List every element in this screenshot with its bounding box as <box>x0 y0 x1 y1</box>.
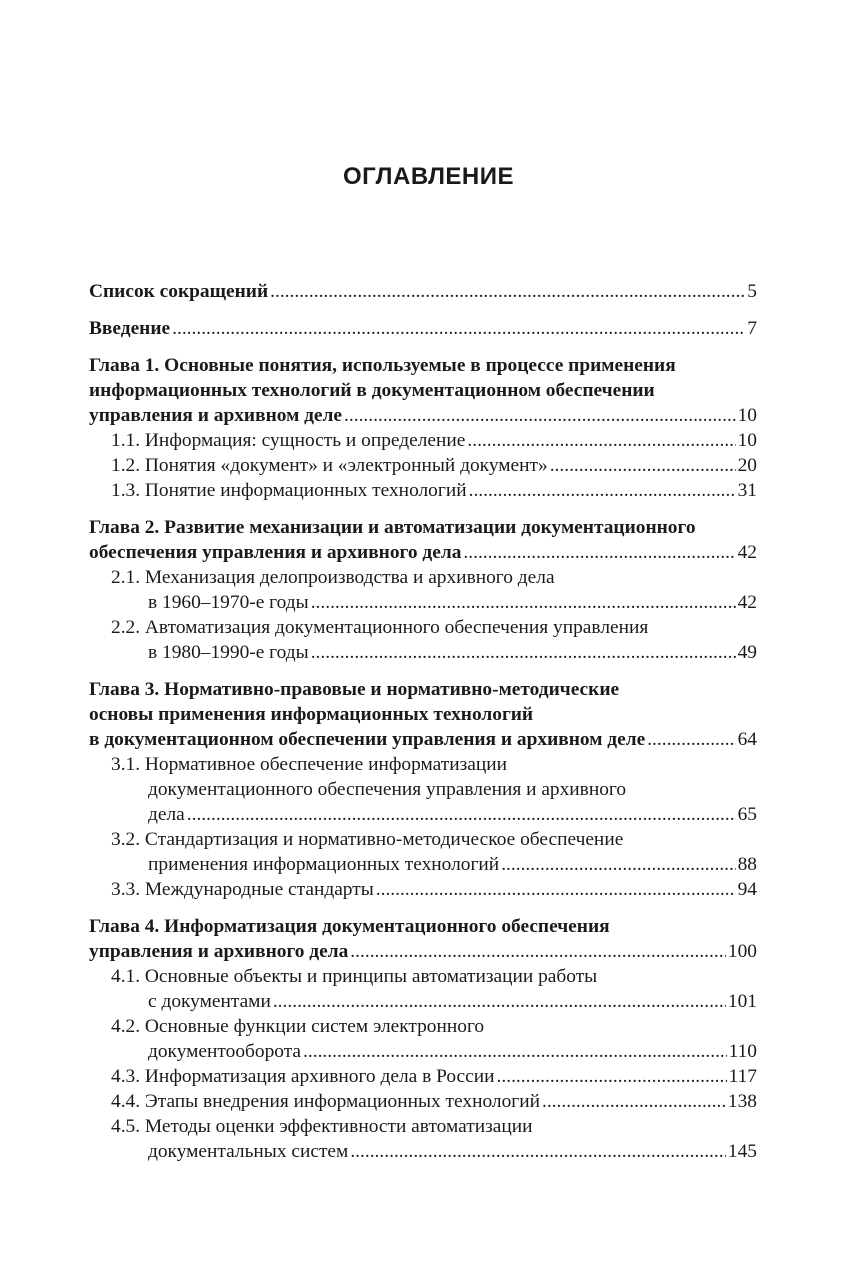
toc-line-text: 4.5. Методы оценки эффективности автоматизации <box>111 1116 533 1137</box>
toc-section-entry[interactable] <box>89 964 757 1014</box>
dot-leader <box>350 939 726 964</box>
toc-line-text: управления и архивном деле <box>89 405 343 426</box>
toc-line-text: с документами <box>148 991 271 1012</box>
page-number: 42 <box>737 542 757 563</box>
toc-line-text: 4.1. Основные объекты и принципы автоматизации работы <box>111 966 598 987</box>
page-title: ОГЛАВЛЕНИЕ <box>342 163 515 190</box>
dot-leader <box>303 1039 727 1064</box>
page-number: 20 <box>737 455 757 476</box>
toc-line-text: 1.3. Понятие информационных технологий <box>111 480 467 501</box>
toc-line-text: документационного обеспечения управления и архивного <box>148 779 627 800</box>
dot-leader <box>270 279 745 304</box>
page-number: 101 <box>727 991 757 1012</box>
page-number: 110 <box>728 1041 757 1062</box>
toc-line <box>111 1139 757 1164</box>
toc-chapter-entry[interactable] <box>89 515 757 665</box>
toc-section-entry[interactable] <box>89 428 757 453</box>
toc-line-text: Введение <box>89 318 171 339</box>
toc-section-entry[interactable] <box>89 453 757 478</box>
dot-leader <box>172 316 745 341</box>
toc-line-text: Список сокращений <box>89 281 269 302</box>
toc-line-text: 4.3. Информатизация архивного дела в России <box>111 1066 495 1087</box>
page-number: 117 <box>728 1066 757 1087</box>
toc-line-text: информационных технологий в документационном обеспечении <box>89 380 655 401</box>
toc-line <box>111 453 757 478</box>
page-number: 31 <box>737 480 757 501</box>
toc-section-list <box>89 752 757 902</box>
toc-line-text: документооборота <box>148 1041 302 1062</box>
page-number: 5 <box>747 281 757 302</box>
toc-line <box>111 590 757 615</box>
toc-line-text: Глава 4. Информатизация документационного обеспечения <box>89 916 610 937</box>
page-number: 138 <box>727 1091 757 1112</box>
toc-section-entry[interactable] <box>89 615 757 665</box>
toc-line <box>111 877 757 902</box>
toc-section-entry[interactable] <box>89 1064 757 1089</box>
toc-line <box>111 640 757 665</box>
toc-chapter-entry[interactable] <box>89 914 757 1164</box>
page-number: 145 <box>727 1141 757 1162</box>
dot-leader <box>273 989 726 1014</box>
toc-section-entry[interactable] <box>89 478 757 503</box>
toc-line-text: в 1960–1970-е годы <box>148 592 309 613</box>
dot-leader <box>344 403 736 428</box>
dot-leader <box>187 802 736 827</box>
dot-leader <box>497 1064 727 1089</box>
table-of-contents <box>89 279 757 1176</box>
dot-leader <box>463 540 735 565</box>
toc-line <box>111 852 757 877</box>
toc-line <box>89 279 757 304</box>
toc-line <box>89 939 757 964</box>
page-number: 94 <box>737 879 757 900</box>
toc-line-text: применения информационных технологий <box>148 854 500 875</box>
toc-line <box>111 428 757 453</box>
toc-section-entry[interactable] <box>89 1014 757 1064</box>
page-number: 88 <box>737 854 757 875</box>
toc-line-text: документальных систем <box>148 1141 349 1162</box>
toc-line <box>111 1089 757 1114</box>
toc-line-text: 3.3. Международные стандарты <box>111 879 374 900</box>
toc-line-text: Глава 2. Развитие механизации и автоматизации документационного <box>89 517 696 538</box>
toc-chapter-entry[interactable] <box>89 677 757 902</box>
toc-line-text: основы применения информационных технологий <box>89 704 534 725</box>
dot-leader <box>376 877 736 902</box>
page-number: 42 <box>737 592 757 613</box>
page-number: 10 <box>737 405 757 426</box>
page-number: 64 <box>737 729 757 750</box>
toc-line-text: в документационном обеспечении управления и архивном деле <box>89 729 646 750</box>
dot-leader <box>467 428 735 453</box>
toc-line <box>111 802 757 827</box>
toc-section-entry[interactable] <box>89 1114 757 1164</box>
toc-line <box>89 727 757 752</box>
toc-line-text: 1.1. Информация: сущность и определение <box>111 430 466 451</box>
dot-leader <box>350 1139 726 1164</box>
page-number: 65 <box>737 804 757 825</box>
dot-leader <box>550 453 736 478</box>
dot-leader <box>542 1089 726 1114</box>
page-number: 100 <box>727 941 757 962</box>
toc-line-text: 2.2. Автоматизация документационного обеспечения управления <box>111 617 649 638</box>
page-number: 10 <box>737 430 757 451</box>
toc-section-entry[interactable] <box>89 565 757 615</box>
dot-leader <box>501 852 735 877</box>
toc-chapter-entry[interactable] <box>89 353 757 503</box>
toc-section-entry[interactable] <box>89 827 757 877</box>
toc-line <box>111 1064 757 1089</box>
toc-line-text: Глава 1. Основные понятия, используемые в процессе применения <box>89 355 676 376</box>
toc-chapter-entry[interactable] <box>89 279 757 304</box>
page-number: 7 <box>747 318 757 339</box>
dot-leader <box>311 640 736 665</box>
toc-section-list <box>89 428 757 503</box>
toc-line-text: 3.2. Стандартизация и нормативно-методическое обеспечение <box>111 829 624 850</box>
dot-leader <box>647 727 735 752</box>
toc-line <box>89 316 757 341</box>
toc-line-text: обеспечения управления и архивного дела <box>89 542 462 563</box>
toc-section-entry[interactable] <box>89 752 757 827</box>
toc-line <box>111 1039 757 1064</box>
toc-line-text: 4.2. Основные функции систем электронного <box>111 1016 485 1037</box>
page-number: 49 <box>737 642 757 663</box>
toc-line-text: в 1980–1990-е годы <box>148 642 309 663</box>
toc-section-list <box>89 565 757 665</box>
toc-line <box>89 403 757 428</box>
toc-line-text: 4.4. Этапы внедрения информационных технологий <box>111 1091 540 1112</box>
toc-chapter-entry[interactable] <box>89 316 757 341</box>
toc-line <box>111 478 757 503</box>
toc-section-entry[interactable] <box>89 877 757 902</box>
toc-line <box>111 989 757 1014</box>
dot-leader <box>311 590 736 615</box>
toc-line-text: Глава 3. Нормативно-правовые и нормативно-методические <box>89 679 620 700</box>
toc-line-text: 1.2. Понятия «документ» и «электронный документ» <box>111 455 548 476</box>
toc-section-entry[interactable] <box>89 1089 757 1114</box>
dot-leader <box>469 478 736 503</box>
toc-line-text: 2.1. Механизация делопроизводства и архивного дела <box>111 567 555 588</box>
toc-line <box>89 540 757 565</box>
toc-line-text: дела <box>148 804 185 825</box>
toc-section-list <box>89 964 757 1164</box>
toc-line-text: управления и архивного дела <box>89 941 349 962</box>
toc-line-text: 3.1. Нормативное обеспечение информатизации <box>111 754 508 775</box>
